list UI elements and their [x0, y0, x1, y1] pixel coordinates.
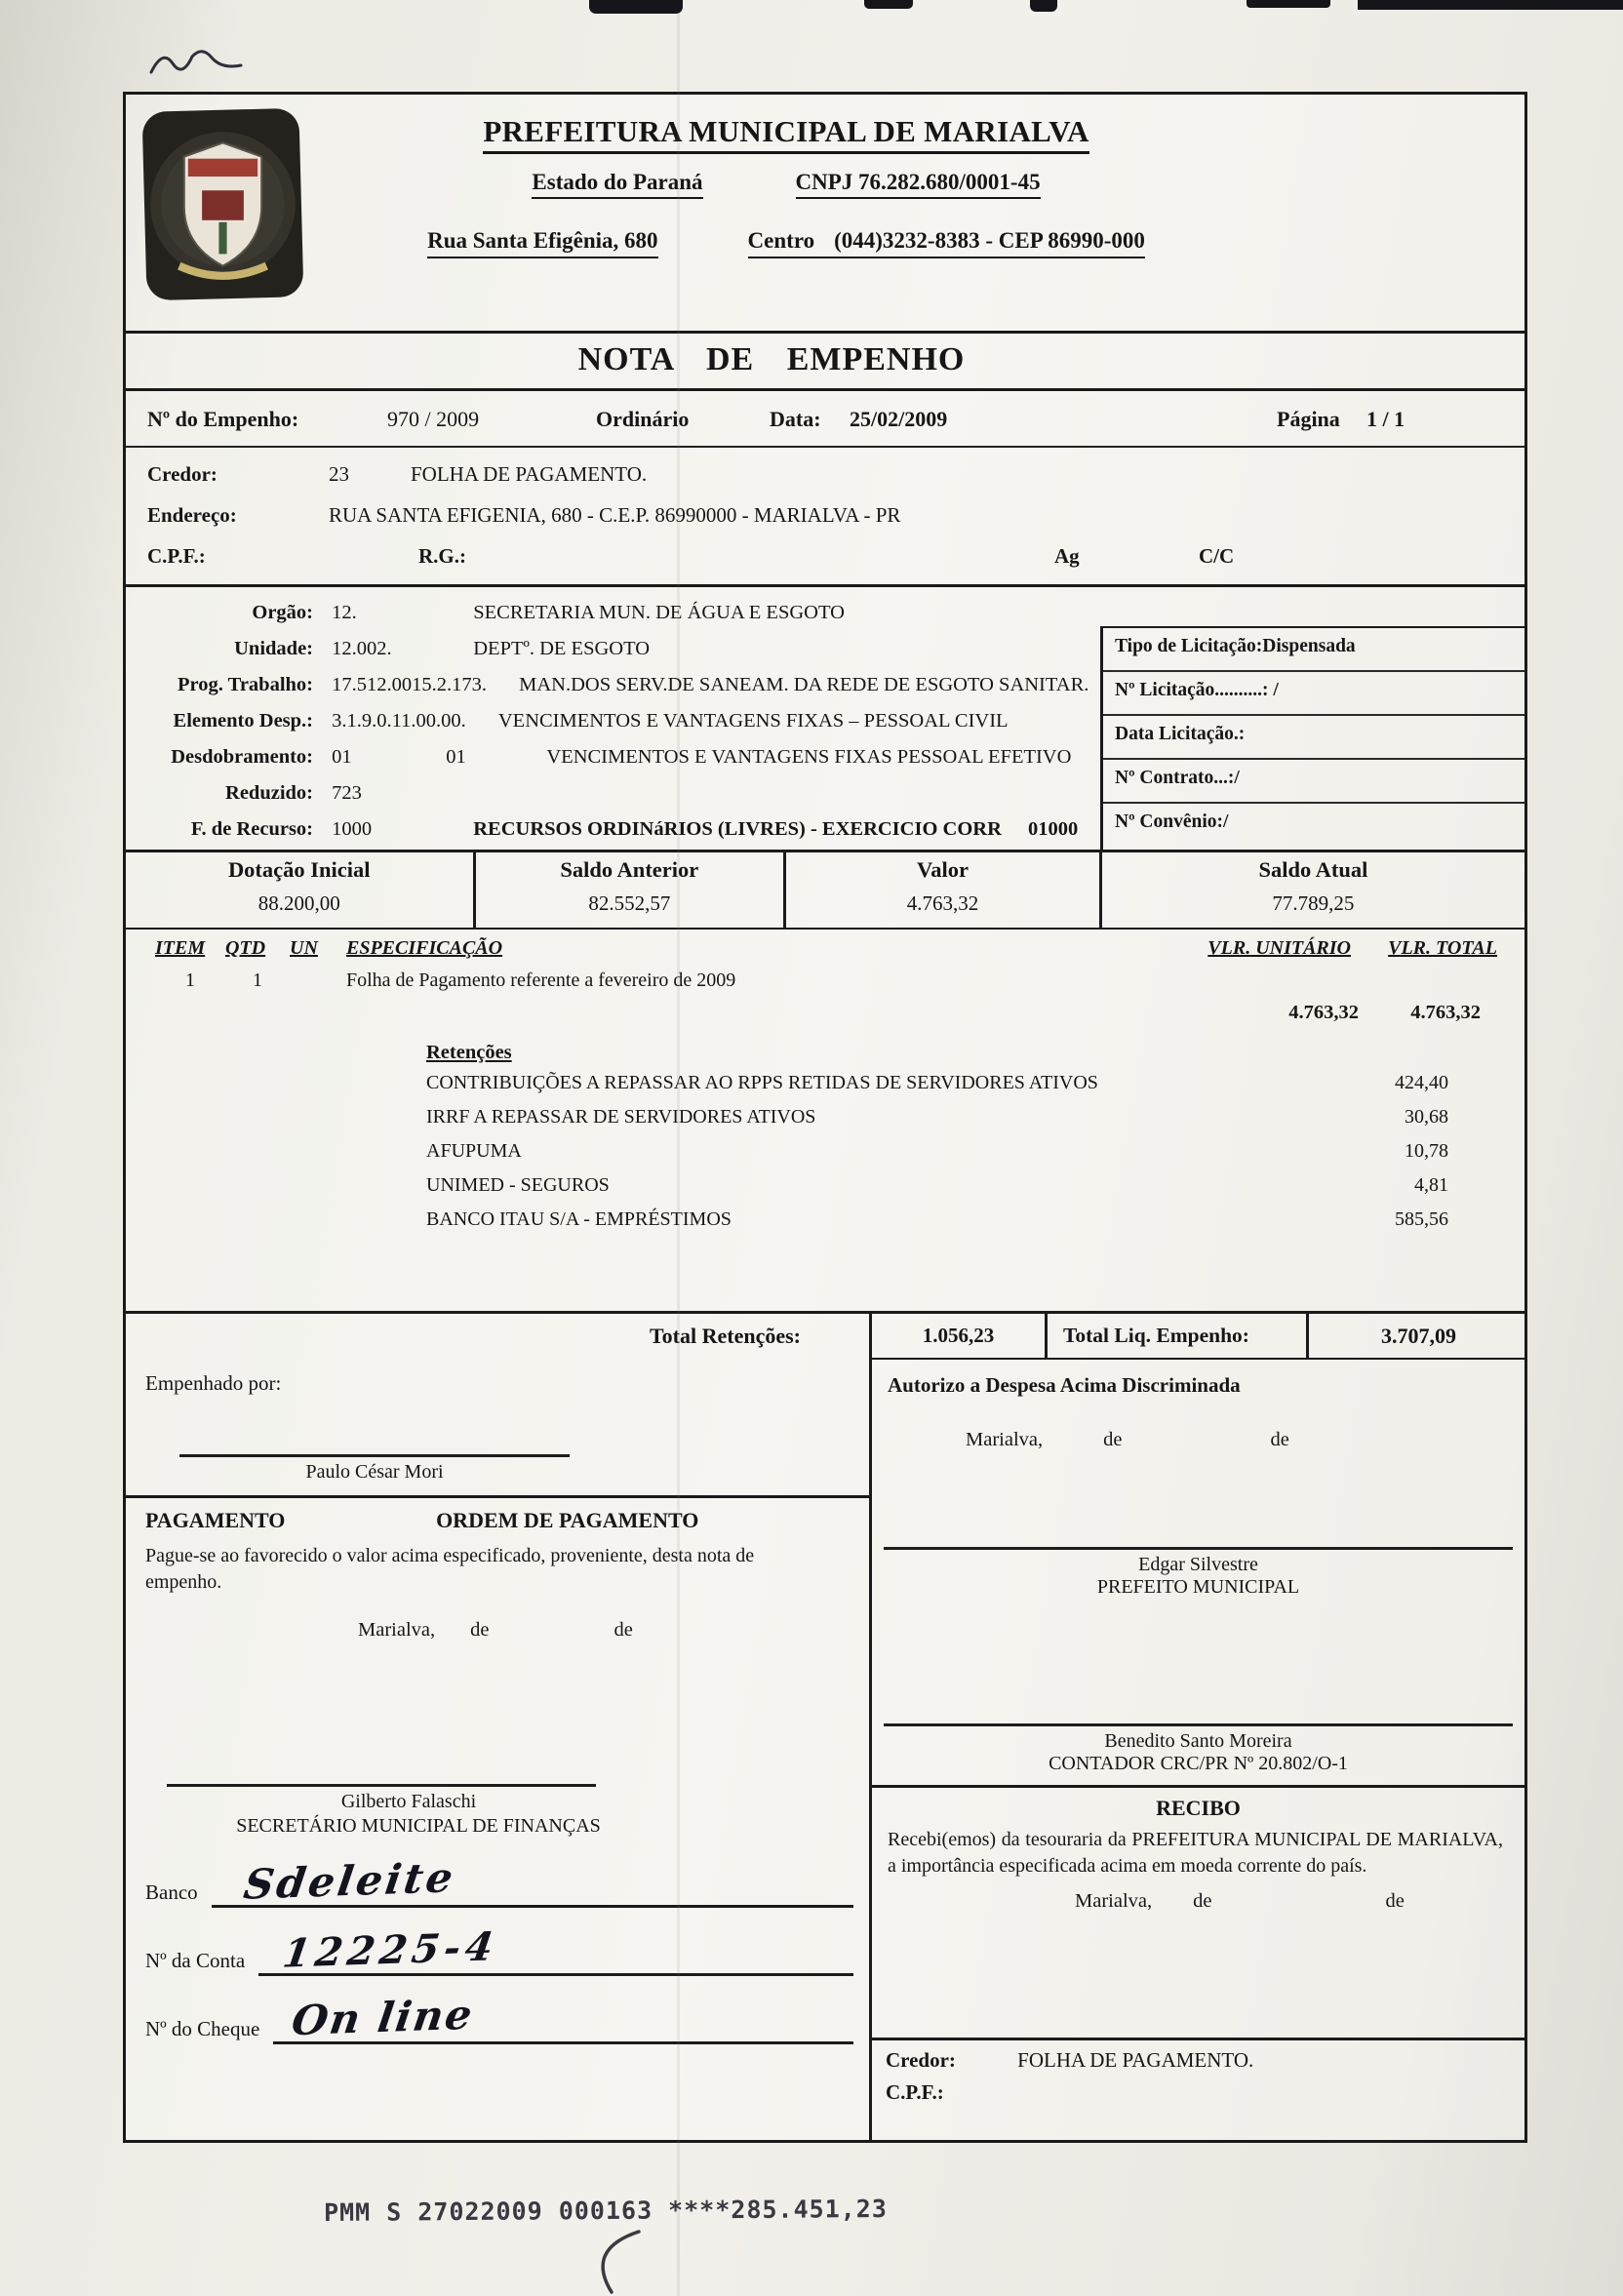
retention-value: 30,68 [1405, 1106, 1448, 1128]
budget-row-label: Unidade: [234, 638, 313, 659]
balance-column [786, 852, 1102, 928]
creditor-label: Credor: [886, 2048, 956, 2072]
finance-secretary-title: SECRETÁRIO MUNICIPAL DE FINANÇAS [236, 1815, 601, 1837]
scan-artifact [1030, 0, 1057, 12]
retention-desc: CONTRIBUIÇÕES A REPASSAR AO RPPS RETIDAS DE SERVIDORES ATIVOS [426, 1072, 1098, 1093]
pen-curve-artifact [546, 2228, 663, 2296]
district-phone-group [748, 228, 1145, 258]
payment-order-text: Pague-se ao favorecido o valor acima especificado, proveniente, desta nota de empenho. [145, 1545, 755, 1593]
address-label: Endereço: [147, 503, 237, 527]
balance-value: 4.763,32 [906, 891, 979, 915]
handwritten-cheque-number: On line [289, 1990, 478, 2045]
of-label: de [470, 1619, 490, 1641]
header-state-cnpj-line [243, 170, 1329, 199]
unit-col-header: UN [290, 937, 318, 959]
budget-row-label: Prog. Trabalho: [178, 674, 313, 695]
item-row [126, 960, 1524, 992]
budget-row-label: Elemento Desp.: [173, 710, 313, 732]
of-label: de [1270, 1429, 1289, 1450]
cpf-label: C.P.F.: [147, 544, 206, 568]
item-number: 1 [185, 970, 195, 991]
balance-header: Saldo Anterior [560, 857, 699, 882]
balance-header: Valor [917, 857, 969, 882]
accountant-title: CONTADOR CRC/PR Nº 20.802/O-1 [1049, 1753, 1348, 1774]
nota-de-empenho-document [123, 92, 1527, 2143]
retention-value: 4,81 [1414, 1174, 1448, 1196]
organization-title: PREFEITURA MUNICIPAL DE MARIALVA [483, 114, 1089, 154]
rg-label: R.G.: [418, 544, 466, 568]
items-header-row [126, 937, 1524, 960]
agency-label: Ag [1054, 544, 1080, 568]
total-retentions-value: 1.056,23 [872, 1314, 1048, 1360]
resource-source-code: 01000 [1028, 818, 1079, 840]
budget-row-desc: RECURSOS ORDINáRIOS (LIVRES) - EXERCICIO CORR [473, 818, 1002, 840]
budget-row-desc: VENCIMENTOS E VANTAGENS FIXAS – PESSOAL CIVIL [497, 710, 1009, 732]
right-signature-column [872, 1360, 1524, 2140]
date-label: Data: [770, 407, 821, 431]
payment-order-title: ORDEM DE PAGAMENTO [436, 1508, 699, 1532]
authorization-title: Autorizo a Despesa Acima Discriminada [888, 1373, 1241, 1397]
budget-row-code: 17.512.0015.2.173. [332, 674, 487, 695]
blank-space [126, 1243, 1524, 1311]
item-qty: 1 [253, 970, 262, 991]
item-unit-price: 4.763,32 [1288, 1002, 1359, 1023]
header-text-block [126, 95, 1524, 258]
retention-desc: UNIMED - SEGUROS [426, 1174, 610, 1196]
budget-classification-section [126, 587, 1524, 852]
total-net-value: 3.707,09 [1309, 1314, 1524, 1360]
contract-number: Nº Contrato...:/ [1103, 760, 1524, 804]
cnpj-label: CNPJ 76.282.680/0001-45 [796, 170, 1041, 199]
retention-value: 424,40 [1395, 1072, 1448, 1093]
retention-row [426, 1140, 1448, 1174]
balance-value: 88.200,00 [257, 891, 340, 915]
retention-row [426, 1072, 1448, 1106]
document-title: NOTA DE EMPENHO [126, 334, 1524, 391]
receipt-text: Recebi(emos) da tesouraria da PREFEITURA MUNICIPAL DE MARIALVA, a importância especificada acima em moeda corrente do país. [888, 1829, 1503, 1877]
bank-row [145, 1853, 869, 1909]
budget-row-code: 01 [332, 746, 352, 768]
budget-row-label: Reduzido: [225, 782, 313, 804]
budget-row-code: 12.002. [332, 638, 392, 659]
empenho-number-label: Nº do Empenho: [147, 407, 299, 431]
budget-row-code: 723 [332, 782, 362, 804]
scan-artifact [1247, 0, 1330, 8]
street-address: Rua Santa Efigênia, 680 [427, 228, 657, 258]
empenho-number-row [126, 391, 1524, 448]
account-row [145, 1923, 869, 1977]
retention-desc: BANCO ITAU S/A - EMPRÉSTIMOS [426, 1208, 732, 1230]
city-date-line [872, 1429, 1524, 1451]
address-value: RUA SANTA EFIGENIA, 680 - C.E.P. 86990000 - MARIALVA - PR [329, 503, 901, 527]
budget-row-desc: MAN.DOS SERV.DE SANEAM. DA REDE DE ESGOTO SANITAR. [519, 674, 1089, 695]
item-unit [290, 970, 346, 992]
budget-row-label: Desdobramento: [171, 746, 313, 768]
receipt-creditor-block [872, 2038, 1524, 2140]
items-section [126, 930, 1524, 1024]
totals-row [126, 1311, 1524, 1360]
city-label: Marialva, [1075, 1890, 1153, 1913]
bank-label: Banco [145, 1880, 198, 1904]
budget-row-label: F. de Recurso: [190, 818, 313, 840]
budget-row-desc: DEPTº. DE ESGOTO [473, 638, 651, 659]
creditor-code: 23 [329, 462, 349, 486]
handwritten-account-number: 12225-4 [280, 1923, 501, 1977]
budget-row-label: Orgão: [252, 602, 313, 623]
total-net-label: Total Liq. Empenho: [1048, 1314, 1309, 1360]
scan-artifact [589, 0, 683, 14]
empenho-type: Ordinário [596, 407, 690, 431]
cheque-row [145, 1990, 869, 2045]
payment-order-section [126, 1495, 869, 1642]
retention-desc: AFUPUMA [426, 1140, 522, 1162]
city-label: Marialva, [966, 1429, 1044, 1450]
item-total-price: 4.763,32 [1410, 1002, 1481, 1023]
balance-value: 77.789,25 [1272, 891, 1355, 915]
retention-desc: IRRF A REPASSAR DE SERVIDORES ATIVOS [426, 1106, 816, 1128]
balance-header: Saldo Atual [1258, 857, 1368, 882]
scan-artifact [1358, 0, 1623, 10]
mayor-name: Edgar Silvestre [1138, 1554, 1258, 1575]
creditor-address-row [126, 495, 1524, 535]
mayor-title: PREFEITO MUNICIPAL [1096, 1576, 1300, 1598]
date-value: 25/02/2009 [850, 407, 948, 431]
handwritten-bank-name: Sdeleite [240, 1853, 458, 1909]
of-label: de [1385, 1890, 1405, 1913]
budget-row-code: 3.1.9.0.11.00.00. [332, 710, 466, 732]
left-signature-column [126, 1360, 872, 2140]
spec-col-header: ESPECIFICAÇÃO [346, 937, 503, 959]
balance-column [476, 852, 787, 928]
retention-row [426, 1106, 1448, 1140]
document-header [126, 95, 1524, 334]
agreement-number: Nº Convênio:/ [1115, 812, 1229, 832]
budget-row-code: 12. [332, 602, 357, 623]
retention-value: 10,78 [1405, 1140, 1448, 1162]
header-address-line [243, 228, 1329, 258]
committed-by-name: Paulo César Mori [305, 1461, 444, 1483]
item-values-row [126, 992, 1524, 1024]
balance-column [126, 852, 476, 928]
retention-value: 585,56 [1395, 1208, 1448, 1230]
city-date-line [145, 1619, 850, 1642]
budget-row-code-2: 01 [446, 746, 466, 768]
of-label: de [1193, 1890, 1212, 1913]
creditor-ids-row [126, 535, 1524, 576]
licitacao-date: Data Licitação.: [1103, 716, 1524, 760]
retentions-section [426, 1042, 1448, 1243]
retentions-title: Retenções [426, 1042, 512, 1063]
creditor-name: FOLHA DE PAGAMENTO. [411, 462, 648, 486]
budget-row-desc: VENCIMENTOS E VANTAGENS FIXAS PESSOAL EFETIVO [546, 746, 1072, 768]
balance-column [1102, 852, 1524, 928]
signature-area [126, 1360, 1524, 2140]
pen-scribble-artifact [146, 41, 254, 85]
cheque-number-label: Nº do Cheque [145, 2017, 260, 2040]
district-label: Centro [747, 228, 815, 253]
dot-matrix-stamp: PMM S 27022009 000163 ****285.451,23 [323, 2194, 888, 2228]
receipt-title: RECIBO [872, 1785, 1524, 1821]
balance-value: 82.552,57 [588, 891, 671, 915]
page-value: 1 / 1 [1366, 407, 1405, 431]
city-date-line [872, 1890, 1524, 1913]
qty-col-header: QTD [225, 937, 266, 959]
page-label: Página [1277, 407, 1340, 431]
licitacao-number: Nº Licitação..........: / [1103, 672, 1524, 716]
total-retentions-label: Total Retenções: [126, 1314, 872, 1360]
city-label: Marialva, [358, 1619, 436, 1641]
creditor-row [126, 454, 1524, 495]
bank-details-block [126, 1853, 869, 2045]
state-label: Estado do Paraná [532, 170, 702, 199]
scan-artifact [864, 0, 913, 9]
budget-row-code: 1000 [332, 818, 373, 840]
of-label: de [1103, 1429, 1123, 1450]
retention-row [426, 1208, 1448, 1243]
account-number-label: Nº da Conta [145, 1949, 246, 1972]
item-description: Folha de Pagamento referente a fevereiro de 2009 [346, 970, 736, 991]
retention-row [426, 1174, 1448, 1208]
committed-by-label: Empenhado por: [145, 1371, 282, 1395]
of-label: de [614, 1619, 633, 1641]
creditor-block [126, 448, 1524, 587]
creditor-label: Credor: [147, 462, 218, 486]
finance-secretary-name: Gilberto Falaschi [340, 1791, 477, 1812]
bank-fill-line [212, 1853, 853, 1909]
budget-row-desc: SECRETARIA MUN. DE ÁGUA E ESGOTO [473, 602, 845, 623]
accountant-name: Benedito Santo Moreira [1104, 1730, 1292, 1752]
balance-header: Dotação Inicial [227, 857, 371, 882]
total-col-header: VLR. TOTAL [1388, 937, 1497, 959]
payment-title: PAGAMENTO [145, 1508, 286, 1532]
municipal-coat-of-arms-logo [141, 104, 305, 304]
item-col-header: ITEM [155, 937, 206, 959]
cheque-fill-line [273, 1990, 853, 2045]
phone-cep-label: (044)3232-8383 - CEP 86990-000 [834, 228, 1145, 253]
licitacao-info-box [1100, 626, 1524, 850]
account-label: C/C [1199, 544, 1235, 568]
unit-price-col-header: VLR. UNITÁRIO [1207, 937, 1351, 959]
licitacao-type: Tipo de Licitação:Dispensada [1103, 628, 1524, 672]
empenho-number-value: 970 / 2009 [387, 407, 480, 431]
balances-table [126, 852, 1524, 930]
creditor-name: FOLHA DE PAGAMENTO. [1017, 2048, 1254, 2072]
account-fill-line [258, 1923, 853, 1977]
cpf-label: C.P.F.: [886, 2080, 944, 2104]
